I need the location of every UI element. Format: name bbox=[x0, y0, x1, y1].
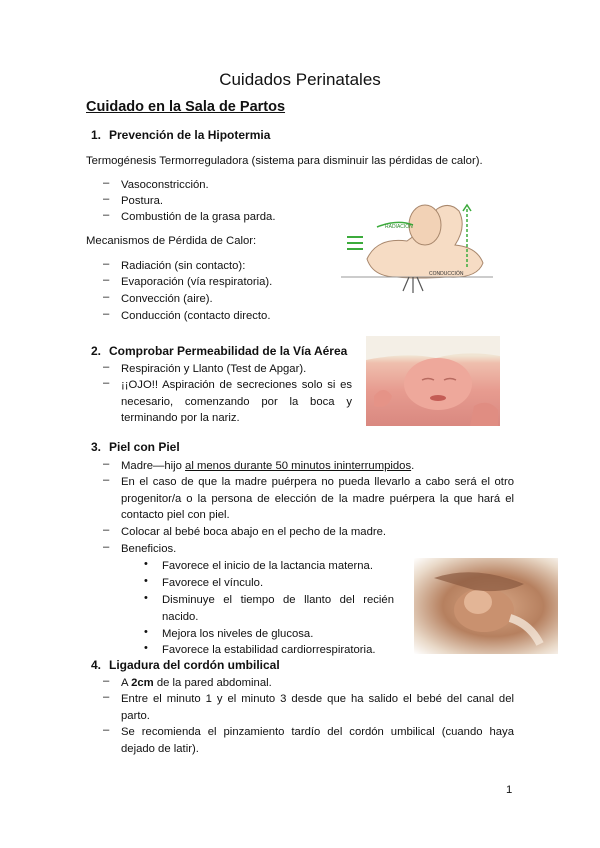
page-title: Cuidados Perinatales bbox=[219, 70, 381, 89]
baby-sketch-icon bbox=[337, 197, 497, 295]
list-item: Se recomienda el pinzamiento tardío del cordón umbilical (cuando haya dejado de latir). bbox=[121, 726, 514, 755]
bullet-marker: • bbox=[144, 558, 148, 570]
list-item: Vasoconstricción. bbox=[121, 179, 209, 191]
dash-marker: – bbox=[103, 308, 110, 320]
list-item: Radiación (sin contacto): bbox=[121, 260, 246, 272]
section-4-title: Ligadura del cordón umbilical bbox=[109, 658, 280, 672]
section-3-number: 3. bbox=[91, 440, 102, 454]
list-item bbox=[121, 458, 414, 475]
dash-marker: – bbox=[103, 724, 110, 736]
item-text: A bbox=[121, 677, 132, 689]
list-item: Convección (aire). bbox=[121, 293, 213, 305]
benefit-item: Mejora los niveles de glucosa. bbox=[162, 628, 314, 640]
section-4-heading bbox=[91, 658, 280, 672]
figure-label-top: RADIACIÓN bbox=[385, 224, 413, 230]
list-item: Combustión de la grasa parda. bbox=[121, 211, 276, 223]
section-1-title: Prevención de la Hipotermia bbox=[109, 128, 271, 142]
underlined-duration: al menos durante 50 minutos ininterrumpidos bbox=[185, 460, 412, 472]
list-item: En el caso de que la madre puérpera no pueda llevarlo a cabo será el otro progenitor/a o la persona de elección de la madre puérpera la que hará el contacto piel con piel. bbox=[121, 476, 514, 521]
page-number: 1 bbox=[506, 784, 513, 796]
benefit-item: Favorece la estabilidad cardiorrespiratoria. bbox=[162, 644, 376, 656]
dash-marker: – bbox=[103, 524, 110, 536]
section-1-number: 1. bbox=[91, 128, 102, 142]
list-item: Respiración y Llanto (Test de Apgar). bbox=[121, 363, 307, 375]
section-4-number: 4. bbox=[91, 658, 102, 672]
item-text: de la pared abdominal. bbox=[153, 677, 272, 689]
list-item: Entre el minuto 1 y el minuto 3 desde que ha salido el bebé del canal del parto. bbox=[121, 693, 514, 722]
dash-marker: – bbox=[103, 691, 110, 703]
section-subtitle: Cuidado en la Sala de Partos bbox=[86, 99, 286, 115]
list-item: ¡¡OJO!! Aspiración de secreciones solo si es necesario, comenzando por la boca y terminando por la nariz. bbox=[121, 379, 352, 424]
newborn-face-icon bbox=[366, 336, 500, 426]
dash-marker: – bbox=[103, 361, 110, 373]
newborn-photo bbox=[366, 336, 500, 426]
section-2-number: 2. bbox=[91, 344, 102, 358]
figure-label-bottom: CONDUCCIÓN bbox=[429, 271, 464, 277]
section-2-title: Comprobar Permeabilidad de la Vía Aérea bbox=[109, 344, 348, 358]
dash-marker: – bbox=[103, 193, 110, 205]
dash-marker: – bbox=[103, 291, 110, 303]
bullet-marker: • bbox=[144, 626, 148, 638]
mechanisms-label: Mecanismos de Pérdida de Calor: bbox=[86, 235, 257, 247]
dash-marker: – bbox=[103, 675, 110, 687]
list-item bbox=[121, 675, 272, 692]
bullet-marker: • bbox=[144, 642, 148, 654]
dash-marker: – bbox=[103, 258, 110, 270]
bullet-marker: • bbox=[144, 592, 148, 604]
dash-marker: – bbox=[103, 177, 110, 189]
thermogenesis-intro: Termogénesis Termorreguladora (sistema para disminuir las pérdidas de calor). bbox=[86, 155, 483, 167]
bold-measure: 2cm bbox=[131, 677, 154, 689]
list-item: Beneficios. bbox=[121, 543, 177, 555]
section-1-heading bbox=[91, 128, 270, 142]
item-text: Madre—hijo bbox=[121, 460, 186, 472]
list-item: Colocar al bebé boca abajo en el pecho de la madre. bbox=[121, 526, 387, 538]
section-3-heading bbox=[91, 440, 180, 454]
benefit-item: Disminuye el tiempo de llanto del recién nacido. bbox=[162, 594, 394, 623]
section-2-heading bbox=[91, 344, 347, 358]
section-3-title: Piel con Piel bbox=[109, 440, 180, 454]
dash-marker: – bbox=[103, 458, 110, 470]
skin-to-skin-photo bbox=[414, 558, 558, 654]
list-item: Postura. bbox=[121, 195, 164, 207]
item-text: . bbox=[411, 460, 415, 472]
dash-marker: – bbox=[103, 541, 110, 553]
benefit-item: Favorece el inicio de la lactancia materna. bbox=[162, 560, 373, 572]
list-item: Evaporación (vía respiratoria). bbox=[121, 276, 273, 288]
bullet-marker: • bbox=[144, 575, 148, 587]
heat-loss-illustration bbox=[337, 197, 497, 295]
dash-marker: – bbox=[103, 274, 110, 286]
dash-marker: – bbox=[103, 209, 110, 221]
dash-marker: – bbox=[103, 377, 110, 389]
mother-baby-icon bbox=[414, 558, 558, 654]
list-item: Conducción (contacto directo. bbox=[121, 310, 271, 322]
benefit-item: Favorece el vínculo. bbox=[162, 577, 264, 589]
dash-marker: – bbox=[103, 474, 110, 486]
